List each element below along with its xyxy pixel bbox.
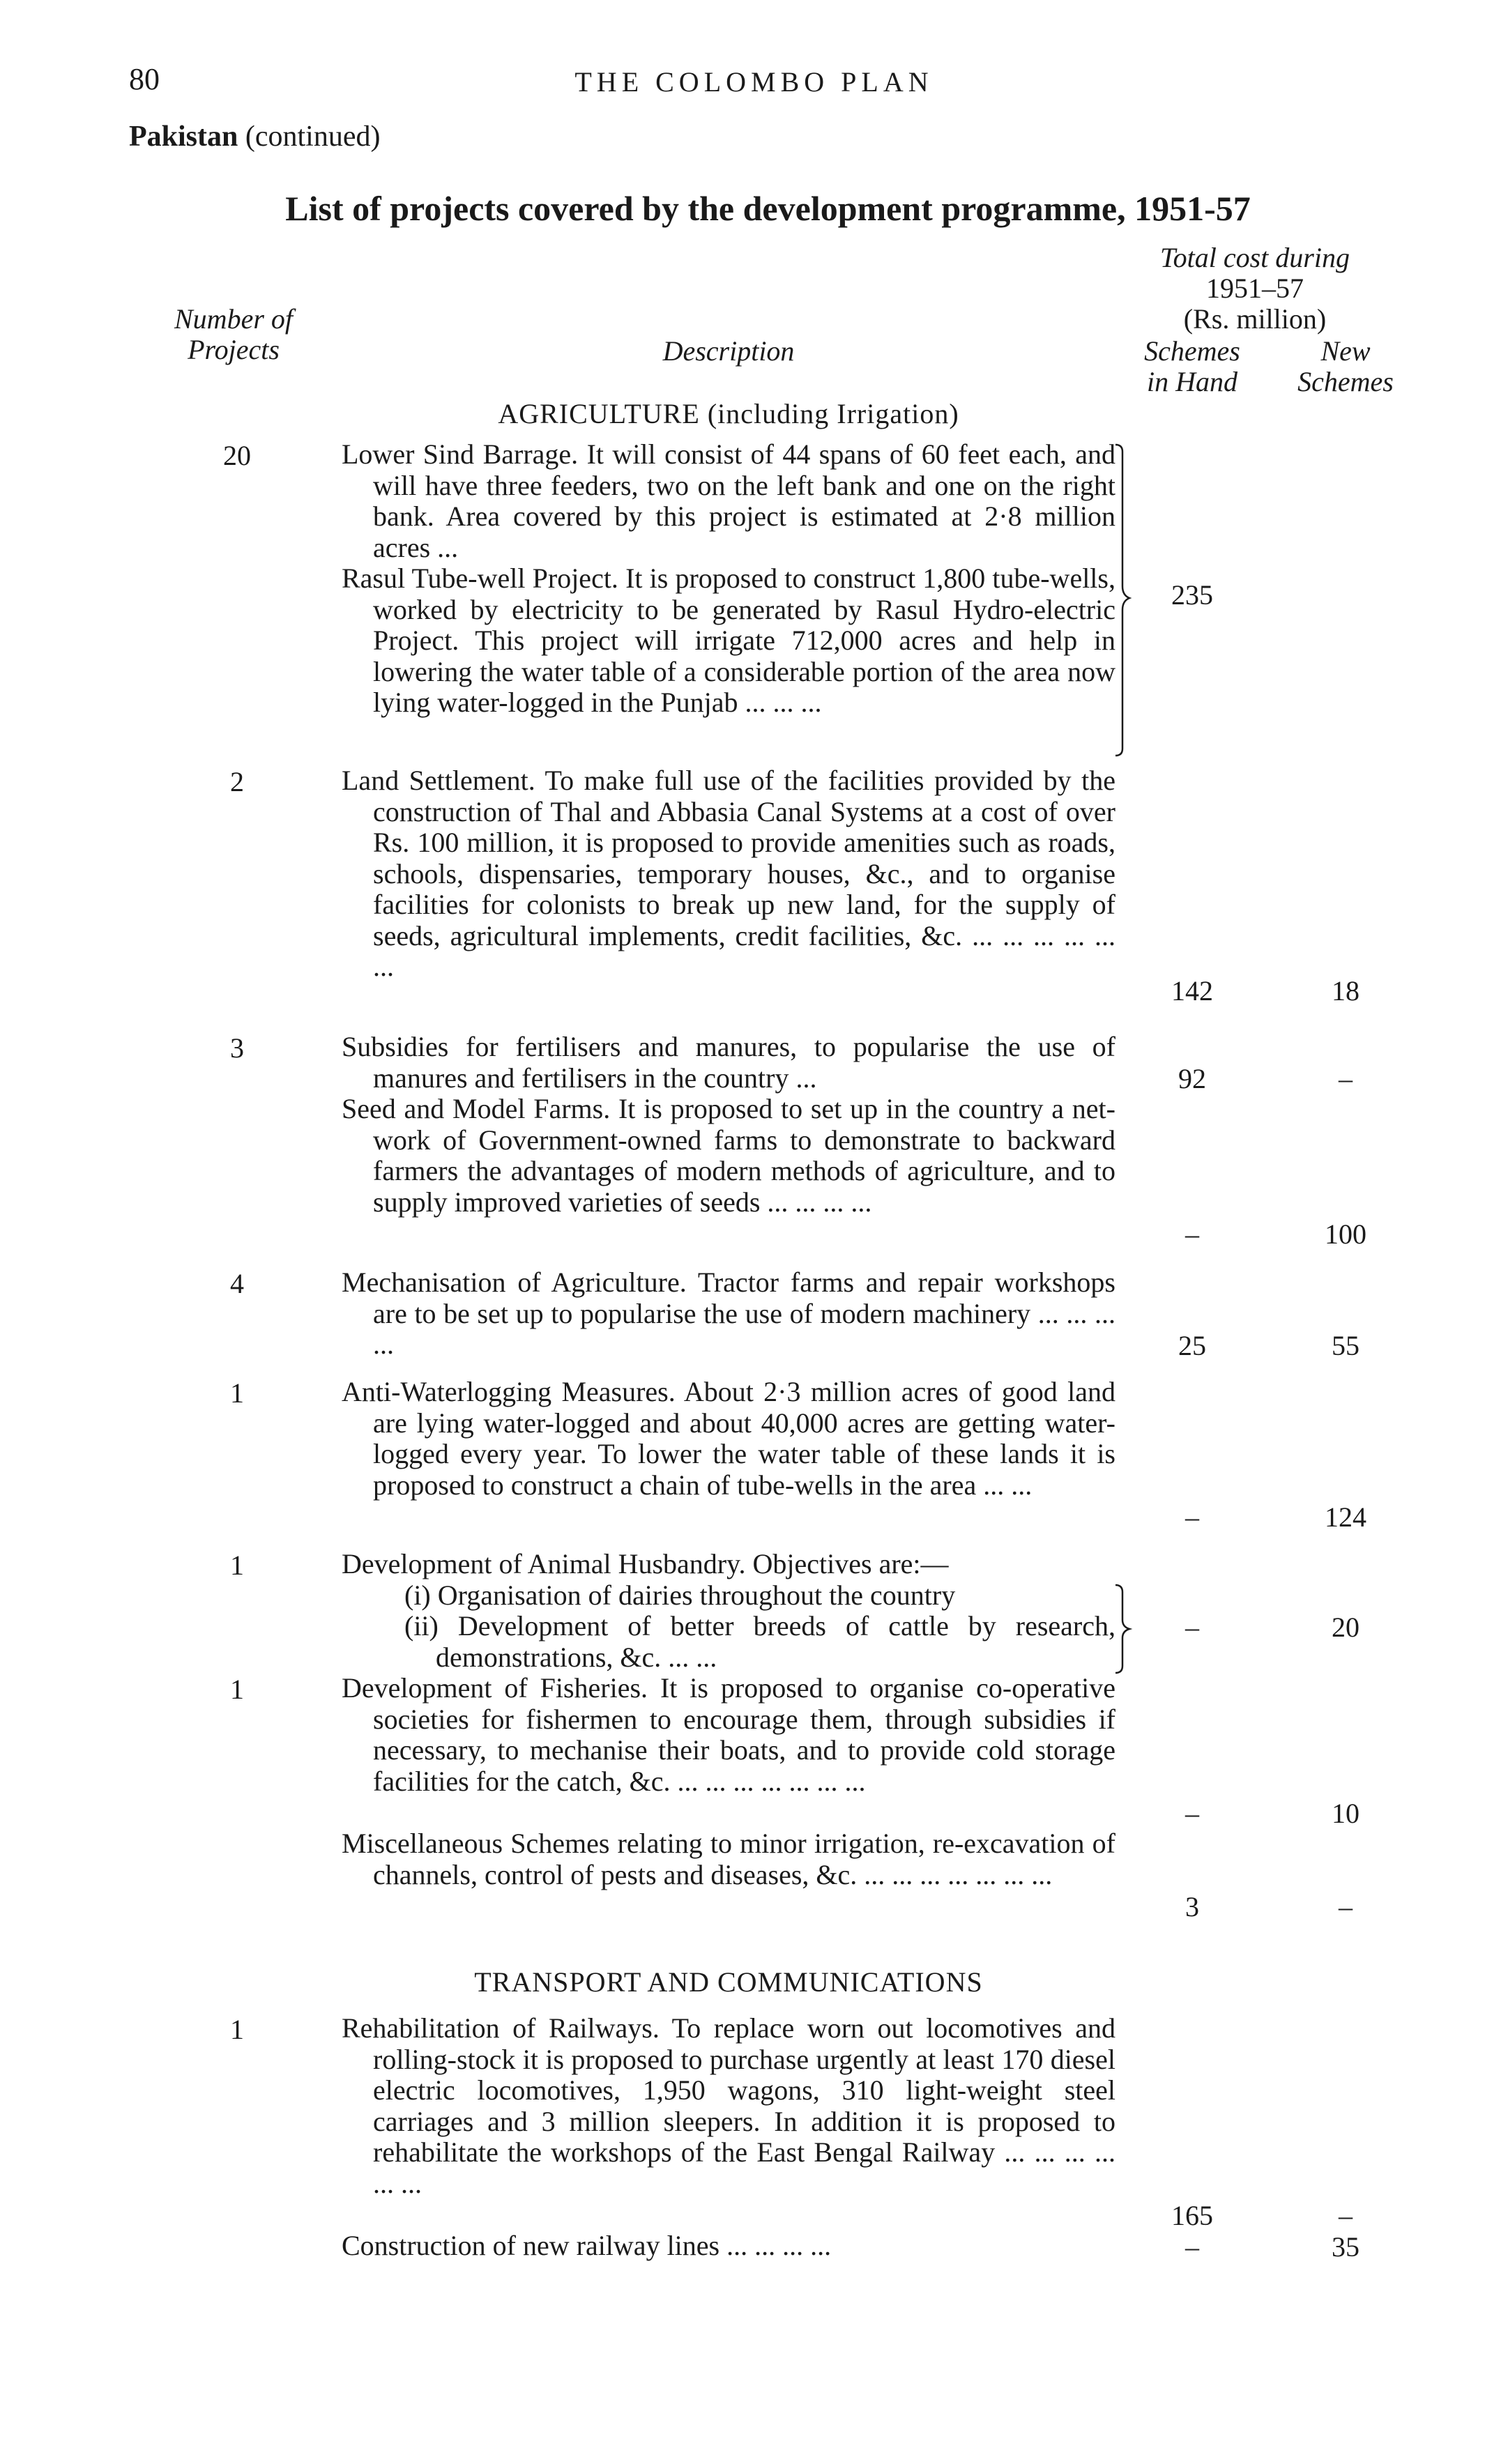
in-hand-value: 235 bbox=[1171, 579, 1213, 611]
section-agriculture: AGRICULTURE (including Irrigation) bbox=[498, 398, 959, 429]
new-value: – bbox=[1339, 2200, 1353, 2231]
project-count: 20 bbox=[223, 440, 251, 471]
new-value: 10 bbox=[1332, 1798, 1360, 1829]
total-cost-line2: 1951–57 bbox=[1206, 273, 1304, 304]
country-heading bbox=[129, 120, 380, 153]
new-schemes-label: Schemes bbox=[1297, 366, 1394, 397]
new-value: 100 bbox=[1325, 1218, 1366, 1250]
number-of-label: Number of bbox=[174, 303, 293, 335]
in-hand-value: – bbox=[1185, 1218, 1199, 1250]
project-description bbox=[342, 1267, 1115, 1361]
in-hand-value: 3 bbox=[1185, 1891, 1199, 1922]
new-value: 55 bbox=[1332, 1330, 1360, 1361]
total-cost-line1: Total cost during bbox=[1160, 242, 1350, 273]
section-transport: TRANSPORT AND COMMUNICATIONS bbox=[474, 1966, 983, 1998]
project-item: Land Settlement. To make full use of the facilities provided by the construction of Thal and Abbasia Canal Systems at a cost of over Rs. 100 million, it is proposed to provide amenities such as roads, schools, dispensaries, temporary houses, &c., and to organise facilities for colonists to break up new land, for the supply of seeds, agricultural implements, credit facilities, &c. ... ... ... ... ... ... bbox=[342, 765, 1115, 982]
in-hand-value: 165 bbox=[1171, 2200, 1213, 2231]
project-count: 1 bbox=[230, 1549, 244, 1581]
project-description bbox=[342, 1828, 1115, 1890]
project-count: 3 bbox=[230, 1032, 244, 1064]
project-subitem: (i) Organisation of dairies throughout the country bbox=[404, 1579, 956, 1611]
project-count: 1 bbox=[230, 1674, 244, 1705]
new-value: 20 bbox=[1332, 1612, 1360, 1643]
page-number: 80 bbox=[129, 62, 160, 96]
project-description bbox=[342, 1032, 1115, 1094]
in-hand-label: in Hand bbox=[1147, 366, 1237, 397]
country-suffix: (continued) bbox=[245, 121, 381, 153]
new-schemes-header bbox=[1265, 336, 1426, 397]
project-description bbox=[342, 2013, 1115, 2199]
in-hand-value: 142 bbox=[1171, 975, 1213, 1007]
right-brace-icon bbox=[1113, 443, 1134, 757]
project-item: Lower Sind Barrage. It will consist of 44 spans of 60 feet each, and will have three feeders, two on the left bank and one on the right bank. Area covered by this project is estimated at 2·8 million acres ... bbox=[342, 438, 1115, 563]
project-item: Anti-Waterlogging Measures. About 2·3 million acres of good land are lying water-logged and about 40,000 acres are getting water-logged every year. To lower the water table of these lands it is proposed to construct a chain of tube-wells in the area ... ... bbox=[342, 1376, 1115, 1501]
project-count: 2 bbox=[230, 766, 244, 797]
project-item: Development of Animal Husbandry. Objectives are:— bbox=[342, 1548, 949, 1579]
project-count: 1 bbox=[230, 1377, 244, 1409]
project-item: Rehabilitation of Railways. To replace worn out locomotives and rolling-stock it is proposed to purchase urgently at least 170 diesel electric locomotives, 1,950 wagons, 310 light-weight steel carriages and 3 million sleepers. In addition it is proposed to rehabilitate the workshops of the East Bengal Railway ... ... ... ... ... ... bbox=[342, 2012, 1115, 2199]
project-item: Seed and Model Farms. It is proposed to set up in the country a net-work of Government-owned farms to demonstrate to backward farmers the advantages of modern methods of agriculture, and to supply improved varieties of seeds ... ... ... ... bbox=[342, 1093, 1115, 1218]
project-description bbox=[342, 1549, 1115, 1673]
table-title: List of projects covered by the development programme, 1951-57 bbox=[285, 189, 1251, 228]
project-item: Rasul Tube-well Project. It is proposed to construct 1,800 tube-wells, worked by electricity to be generated by Rasul Hydro-electric Project. This project will irrigate 712,000 acres and help in lowering the water table of a considerable portion of the area now lying water-logged in the Punjab ... ... ... bbox=[342, 563, 1115, 718]
schemes-label: Schemes bbox=[1144, 335, 1240, 367]
new-value: 124 bbox=[1325, 1501, 1366, 1533]
project-count: 4 bbox=[230, 1268, 244, 1299]
project-item: Subsidies for fertilisers and manures, to popularise the use of manures and fertilisers in the country ... bbox=[342, 1031, 1115, 1094]
project-item: Construction of new railway lines ... ... ... ... bbox=[342, 2230, 832, 2261]
project-item: Mechanisation of Agriculture. Tractor farms and repair workshops are to be set up to popularise the use of modern machinery ... ... ... ... bbox=[342, 1267, 1115, 1360]
in-hand-value: 25 bbox=[1178, 1330, 1206, 1361]
project-subitem: (ii) Development of better breeds of cattle by research, demonstrations, &c. ... ... bbox=[404, 1610, 1115, 1673]
in-hand-value: 92 bbox=[1178, 1063, 1206, 1094]
project-description bbox=[342, 2230, 1115, 2262]
new-value: – bbox=[1339, 1063, 1353, 1094]
project-description bbox=[342, 1094, 1115, 1218]
total-cost-line3: (Rs. million) bbox=[1183, 303, 1327, 335]
right-brace-icon bbox=[1113, 1584, 1134, 1674]
new-value: – bbox=[1339, 1891, 1353, 1922]
in-hand-value: – bbox=[1185, 1798, 1199, 1829]
project-description bbox=[342, 439, 1115, 719]
project-description bbox=[342, 765, 1115, 983]
new-value: 35 bbox=[1332, 2231, 1360, 2263]
country-name: Pakistan bbox=[129, 121, 238, 153]
project-item: Development of Fisheries. It is proposed to organise co-operative societies for fishermen to encourage them, through subsidies if necessary, to mechanise their boats, and to provide cold storage facilities for the catch, &c. ... ... ... ... ... ... ... bbox=[342, 1672, 1115, 1797]
new-label: New bbox=[1320, 335, 1371, 367]
running-head: THE COLOMBO PLAN bbox=[574, 66, 934, 98]
number-of-projects-header bbox=[129, 304, 338, 365]
new-value: 18 bbox=[1332, 975, 1360, 1007]
in-hand-value: – bbox=[1185, 1612, 1199, 1643]
project-description bbox=[342, 1377, 1115, 1501]
projects-label: Projects bbox=[188, 334, 280, 365]
in-hand-value: – bbox=[1185, 1501, 1199, 1533]
project-count: 1 bbox=[230, 2014, 244, 2045]
project-item: Miscellaneous Schemes relating to minor irrigation, re-excavation of channels, control of pests and diseases, &c. ... ... ... ... ... ... ... bbox=[342, 1828, 1115, 1890]
schemes-in-hand-header bbox=[1109, 336, 1276, 397]
total-cost-header bbox=[1095, 243, 1415, 335]
description-header: Description bbox=[662, 335, 795, 367]
in-hand-value: – bbox=[1185, 2231, 1199, 2263]
project-description bbox=[342, 1673, 1115, 1797]
